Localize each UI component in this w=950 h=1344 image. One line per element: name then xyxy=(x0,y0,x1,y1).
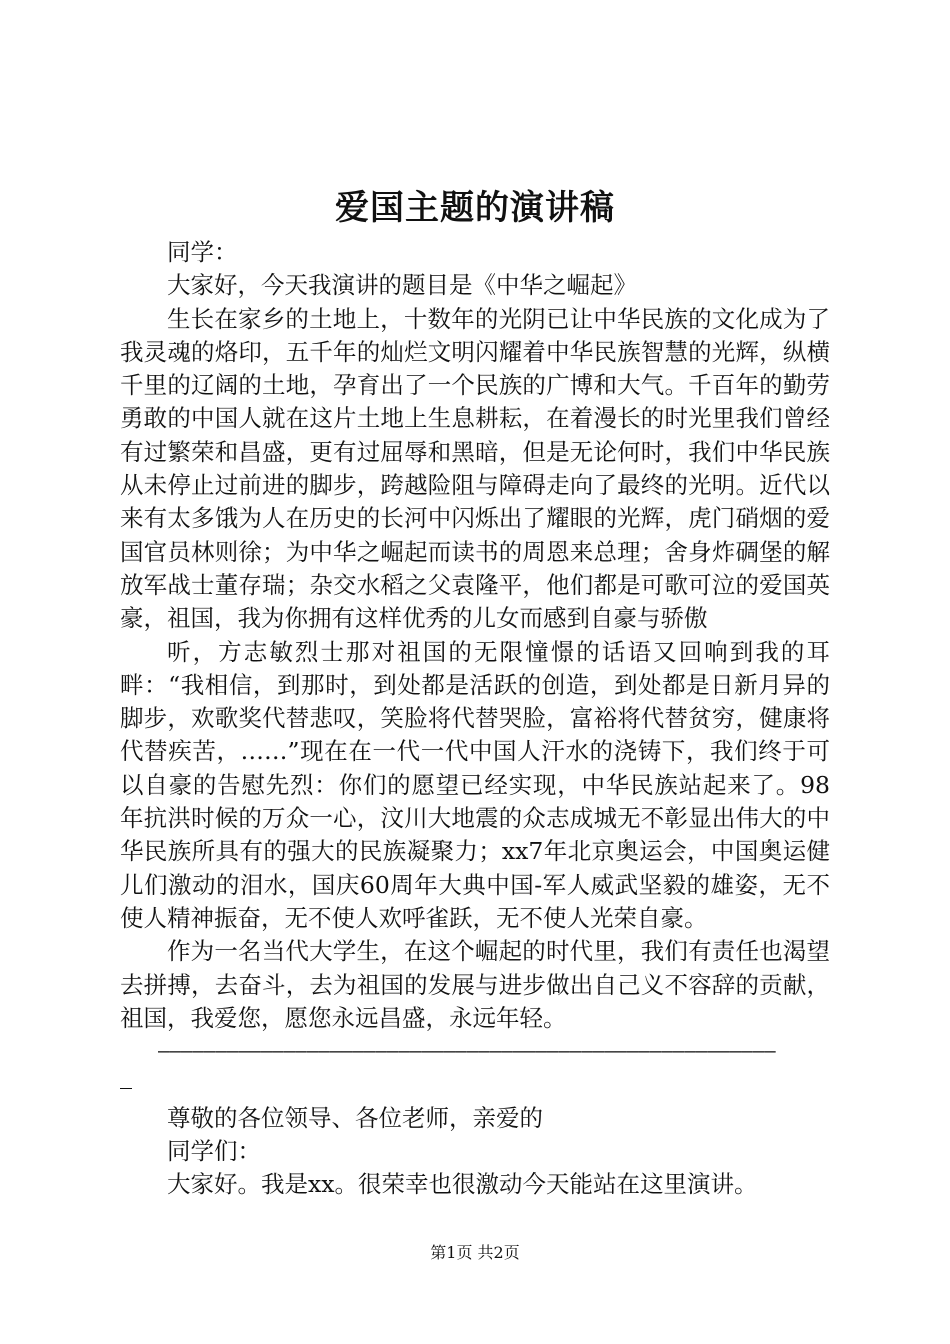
paragraph-second-intro: 大家好。我是xx。很荣幸也很激动今天能站在这里演讲。 xyxy=(167,1170,758,1199)
document-body xyxy=(120,236,830,1202)
paragraph-second-greeting: 尊敬的各位领导、各位老师，亲爱的 xyxy=(167,1103,543,1132)
paragraph-second-audience: 同学们： xyxy=(167,1137,261,1166)
paragraph-greeting: 同学： xyxy=(167,238,238,266)
paragraph-history: 生长在家乡的土地上，十数年的光阴已让中华民族的文化成为了我灵魂的烙印，五千年的灿烂文明闪耀着中华民族智慧的光辉，纵横千里的辽阔的土地，孕育出了一个民族的广博和大气。千百年的勤劳勇敢的中国人就在这片土地上生息耕耘，在着漫长的时光里我们曾经有过繁荣和昌盛，更有过屈辱和黑暗，但是无论何时，我们中华民族从未停止过前进的脚步，跨越险阻与障碍走向了最终的光明。近代以来有太多饿为人在历史的长河中闪烁出了耀眼的光辉，虎门硝烟的爱国官员林则徐；为中华之崛起而读书的周恩来总理；舍身炸碉堡的解放军战士董存瑞；杂交水稻之父袁隆平，他们都是可歌可泣的爱国英豪，祖国，我为你拥有这样优秀的儿女而感到自豪与骄傲 xyxy=(120,304,830,633)
document-title: 爱国主题的演讲稿 xyxy=(335,188,615,228)
paragraph-achievements: 听，方志敏烈士那对祖国的无限憧憬的话语又回响到我的耳畔：“我相信，到那时，到处都是活跃的创造，到处都是日新月异的脚步，欢歌奖代替悲叹，笑脸将代替哭脸，富裕将代替贫穷，健康将代替疾苦，……”现在在一代一代中国人汗水的浇铸下，我们终于可以自豪的告慰先烈：你们的愿望已经实现，中华民族站起来了。98年抗洪时候的万众一心，汶川大地震的众志成城无不彰显出伟大的中华民族所具有的强大的民族凝聚力；xx7年北京奥运会，中国奥运健儿们激动的泪水，国庆60周年大典中国-军人威武坚毅的雄姿，无不使人精神振奋，无不使人欢呼雀跃，无不使人光荣自豪。 xyxy=(120,637,830,932)
paragraph-conclusion: 作为一名当代大学生，在这个崛起的时代里，我们有责任也渴望去拼搏，去奋斗，去为祖国的发展与进步做出自己义不容辞的贡献，祖国，我爱您，愿您永远昌盛，永远年轻。 xyxy=(120,937,830,1032)
paragraph-intro: 大家好，今天我演讲的题目是《中华之崛起》 xyxy=(167,271,637,300)
separator-tail xyxy=(120,1068,830,1101)
page-footer: 第1页 共2页 xyxy=(430,1243,520,1262)
section-separator: —————————————————————————————————————————————————————— xyxy=(158,1040,776,1063)
